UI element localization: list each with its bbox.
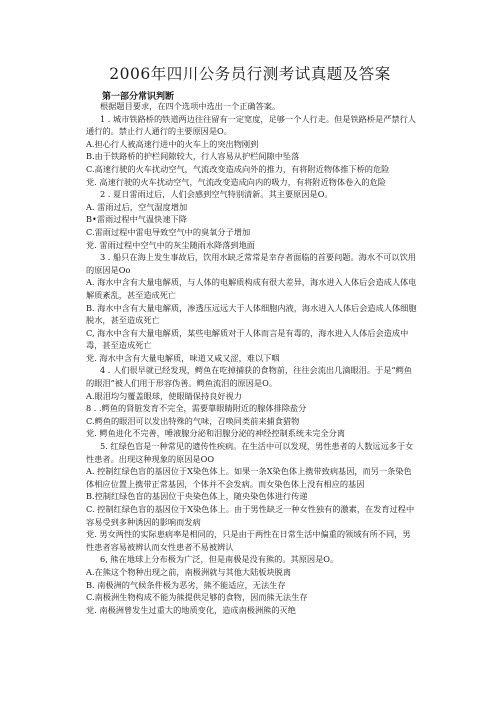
text-line: C, 海水中含有大量电解质，某些电解质对于人体而言是有毒的，海水进入人体后会造成中毒，甚至造成死亡 (86, 327, 409, 351)
text-line: A. 控制红绿色盲的基因位于X染色体上。如果一条X染色体上携带致病基因，而另一条染色体相应位置上携带正常基因，个体并不会发病。而女染色体上没有相应的基因 (86, 466, 412, 489)
text-line: B. 海水中含有大量电解质，渗透压远远大于人体细胞内液，海水进入人体后会造成人体细胞脱水，甚至造成死亡 (86, 302, 417, 326)
document-title: 2006年四川公务员行测考试真题及答案 (109, 65, 391, 83)
text-line: C.高速行驶的火车扰动空气，气流改变造成向外的推力，有将附近物体推下桥的危险 (86, 163, 390, 174)
text-line: 6, 熊在地球上分布极为广泛，但是南极是没有熊的。其原因是O。 (100, 554, 339, 565)
text-line: B.由于铁路桥的护栏间隙较大，行人容易从护栏间隙中坠落 (86, 151, 300, 162)
text-line: 党. 雷雨过程中空气中的灰尘随雨水降落到地面 (86, 239, 255, 250)
text-line: A.眼泪均匀覆盖眼球，使眼睛保持良好视力 (86, 390, 242, 401)
text-line: B. 南极洲的气候条件极为恶劣，熊不能适应，无法生存 (86, 579, 286, 590)
text-line: A. 海水中含有大量电解质，与人体的电解质构成有很大差异，海水进入人体后会造成人体电解质紊乱，甚至造成死亡 (86, 277, 417, 300)
text-line: 党. 高速行驶的火车扰动空气，气流改变造成向内的吸力，有将附近物体卷入的危险 (86, 176, 386, 187)
text-line: C.雷雨过程中雷电导致空气中的臭氧分子增加 (86, 226, 251, 237)
text-line: C. 控制红绿色盲的基因位于X染色体上。由于男性缺乏一种女性独有的激素，在发育过程中容易受到多种诱因的影响而发病 (86, 504, 415, 527)
text-line: A.担心行人被高速行进中的火车上的突出物刚到 (86, 138, 259, 149)
text-line: A.在熊这个物种出现之前，南极洲就与其他大陆板块脱离 (86, 566, 292, 577)
text-line: 1 . 城市铁路桥的铁道两边往往留有一定宽度，足够一个人行走。但是铁路桥是严禁行人通行的。禁止行人通行的主要原因是O。 (86, 113, 416, 137)
text-line: 4 . 人们很早就已经发现，鳄鱼在吃掉捕获的食物前，往往会流出几滴眼泪。于是“鳄鱼的眼泪”被人们用于形容伪善。鳄鱼流泪的原因是O。 (86, 365, 412, 389)
text-line: C.鳄鱼的眼泪可以发出特殊的气味，召唤同类前来捕食猎物 (86, 415, 300, 426)
text-line: 5. 红绿色盲是一种常见的遗传性疾病。在生活中可以发现，男性患者的人数远远多于女性患者。出现这种现象的原因是OO (86, 441, 414, 464)
document-body (86, 100, 418, 616)
text-line: 党. 男女两性的实际患病率是相同的，只是由于两性在日常生活中偏重的领域有所不同，男性患者容易被辨认而女性患者不易被辨认 (86, 529, 411, 552)
text-line: 8 . .鳄鱼的肾脏发育不完全，需要靠眼睛附近的腺体排除盐分 (86, 403, 307, 414)
section-heading: 第一部分常识判断 (102, 92, 175, 102)
text-line: 党. 鳄鱼进化不完善，唾液腺分泌和泪腺分泌的神经控制系统未完全分离 (86, 428, 346, 439)
text-line: 2 . 夏日雷雨过后，人们会感到空气特别清新。其主要原因是O。 (100, 189, 333, 200)
text-line: 根据题目要求，在四个选项中选出一个正确答案。 (100, 101, 281, 111)
text-line: B.控制红绿色盲的基因位于央染色体上，随央染色体进行传递 (86, 491, 308, 502)
text-line: 党. 南极洲曾发生过重大的地质变化，造成南极洲熊的灭绝 (86, 604, 296, 615)
text-line: 3 . 船只在海上发生事故后，饮用水缺乏常常是幸存者面临的首要问题。海水不可以饮用的原因是Oo (86, 252, 416, 275)
text-line: 党. 海水中含有大量电解质，味道又咸又涩，难以下咽 (86, 352, 280, 363)
text-line: B•雷雨过程中气温快速下降 (86, 214, 187, 225)
text-line: C.南极洲生物构成不能为熊提供足够的食物，因而熊无法生存 (86, 592, 308, 603)
text-line: A. 雷雨过后，空气湿度增加 (86, 201, 188, 212)
